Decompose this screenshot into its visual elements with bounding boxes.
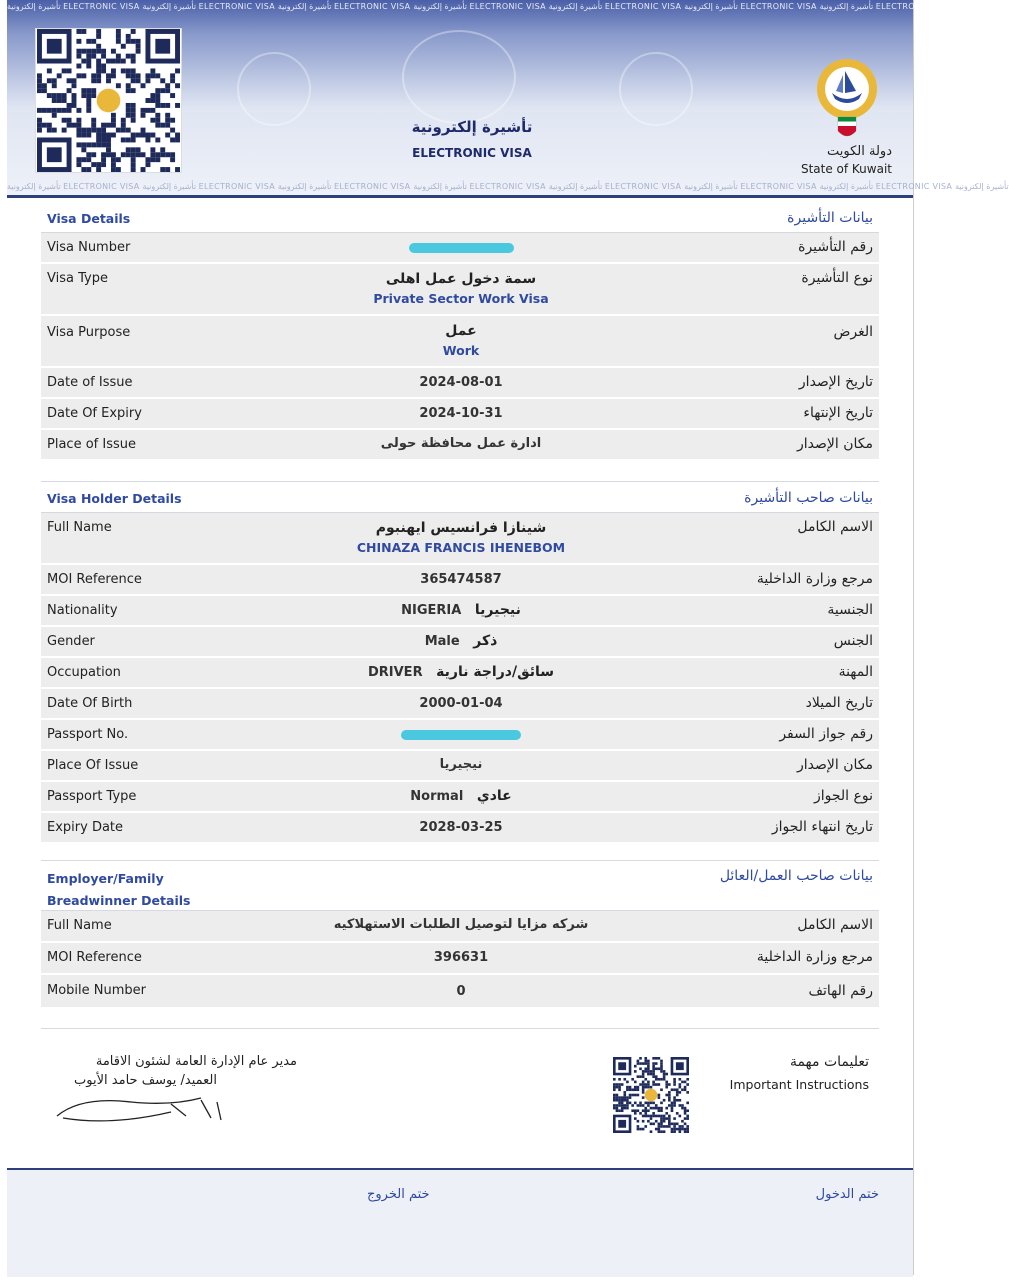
row-nationality — [41, 596, 879, 627]
value-ar: عمل — [445, 323, 477, 339]
section-heading — [41, 862, 879, 911]
section-title-ar: بيانات صاحب العمل/العائل — [719, 868, 873, 884]
value — [241, 518, 681, 558]
label-ar: رقم جواز السفر — [779, 726, 873, 742]
row-passport-place-of-issue — [41, 751, 879, 782]
director-block — [47, 1052, 297, 1090]
value: 2028-03-25 — [419, 820, 503, 835]
label-en: Date Of Birth — [47, 696, 133, 711]
label-en: MOI Reference — [47, 572, 142, 587]
section-title-ar: بيانات صاحب التأشيرة — [744, 490, 873, 506]
value-en: Male — [424, 634, 460, 649]
label-ar: نوع الجواز — [813, 788, 873, 804]
label-ar: نوع التأشيرة — [801, 270, 873, 286]
instructions-title-ar: تعليمات مهمة — [789, 1054, 869, 1070]
label-en: Visa Type — [47, 271, 108, 286]
redaction-mark — [409, 243, 514, 253]
row-occupation — [41, 658, 879, 689]
watermark-strip-bottom: تأشيرة إلكترونية ELECTRONIC VISA تأشيرة إلكترونية ELECTRONIC VISA تأشيرة إلكترونية ELECTRONIC VISA تأشيرة إلكترونية ELECTRONIC VISA تأشيرة إلكترونية ELECTRONIC VISA تأشيرة إلكترونية ELECTRONIC VISA تأشيرة إلكترونية ELECTRONIC VISA تأشيرة إلكترونية — [7, 182, 1009, 191]
label-en: MOI Reference — [47, 950, 142, 965]
state-name-english: State of Kuwait — [800, 162, 892, 176]
label-en: Passport No. — [47, 727, 129, 742]
value — [241, 664, 681, 680]
exit-stamp-label: ختم الخروج — [367, 1187, 430, 1202]
row-employer-name — [41, 911, 879, 943]
section-heading — [41, 202, 879, 233]
title-arabic: تأشيرة إلكترونية — [411, 118, 533, 136]
value-redacted — [241, 242, 681, 257]
qr-code-instructions[interactable] — [613, 1057, 689, 1133]
value-ar: سائق/دراجة نارية — [436, 664, 554, 680]
section-heading — [41, 482, 879, 513]
label-en: Place Of Issue — [47, 758, 139, 773]
label-ar: مرجع وزارة الداخلية — [756, 949, 873, 965]
label-en: Nationality — [47, 603, 118, 618]
section-title-en: Visa Holder Details — [47, 491, 182, 506]
value — [241, 788, 681, 804]
row-place-of-issue — [41, 430, 879, 461]
seal-watermark — [237, 52, 311, 126]
label-ar: مرجع وزارة الداخلية — [756, 571, 873, 587]
row-visa-number — [41, 233, 879, 264]
section-title-en-line2: Breadwinner Details — [47, 893, 191, 908]
visa-details-section — [41, 202, 879, 461]
value: 0 — [456, 984, 466, 999]
section-title-en — [47, 868, 190, 912]
value: 2024-08-01 — [419, 375, 503, 390]
watermark-strip-top: تأشيرة إلكترونية ELECTRONIC VISA تأشيرة إلكترونية ELECTRONIC VISA تأشيرة إلكترونية ELECTRONIC VISA تأشيرة إلكترونية ELECTRONIC VISA تأشيرة إلكترونية ELECTRONIC VISA تأشيرة إلكترونية ELECTRONIC VISA تأشيرة إلكترونية ELECTRONIC VISA تأشيرة إلكترونية — [7, 2, 1009, 11]
row-employer-moi — [41, 943, 879, 975]
label-en: Mobile Number — [47, 983, 146, 998]
label-en: Full Name — [47, 520, 112, 535]
label-en: Passport Type — [47, 789, 137, 804]
label-ar: تاريخ الإنتهاء — [803, 405, 873, 421]
label-en: Full Name — [47, 918, 112, 933]
director-title: مدير عام الإدارة العامة لشئون الاقامة — [95, 1054, 297, 1069]
label-ar: المهنة — [838, 664, 873, 680]
stamp-area — [7, 1168, 913, 1277]
label-en: Visa Number — [47, 240, 131, 255]
entry-stamp-label: ختم الدخول — [815, 1187, 879, 1202]
value: نيجيريا — [439, 757, 483, 772]
label-ar: الجنس — [833, 633, 873, 649]
value-ar: سمة دخول عمل اهلى — [385, 271, 537, 287]
title-english: ELECTRONIC VISA — [412, 146, 532, 160]
redaction-mark — [401, 730, 521, 740]
label-ar: تاريخ انتهاء الجواز — [771, 819, 873, 835]
value: 396631 — [433, 950, 489, 965]
row-gender — [41, 627, 879, 658]
section-divider — [41, 860, 879, 861]
value: 365474587 — [420, 572, 502, 587]
row-date-of-expiry — [41, 399, 879, 430]
row-date-of-birth — [41, 689, 879, 720]
label-en: Gender — [47, 634, 95, 649]
row-visa-type — [41, 264, 879, 316]
value-ar: نيجيريا — [474, 602, 521, 618]
row-full-name — [41, 513, 879, 565]
seal-watermark — [619, 52, 693, 126]
value: 2024-10-31 — [419, 406, 503, 421]
value-ar: عادي — [476, 788, 512, 804]
row-passport-no — [41, 720, 879, 751]
value-en: NIGERIA — [401, 603, 462, 618]
row-passport-type — [41, 782, 879, 813]
value: 2000-01-04 — [419, 696, 503, 711]
label-en: Place of Issue — [47, 437, 136, 452]
label-en: Occupation — [47, 665, 121, 680]
label-ar: مكان الإصدار — [797, 757, 873, 773]
value-en: DRIVER — [367, 665, 423, 680]
section-title-ar: بيانات التأشيرة — [787, 210, 873, 226]
row-employer-mobile — [41, 975, 879, 1009]
label-en: Date Of Expiry — [47, 406, 142, 421]
value: شركه مزايا لتوصيل الطلبات الاستهلاكيه — [333, 917, 589, 932]
section-divider — [41, 1028, 879, 1029]
label-ar: رقم الهاتف — [808, 983, 873, 999]
qr-code-main — [35, 28, 182, 173]
value-en: Private Sector Work Visa — [373, 291, 549, 306]
section-title-en: Visa Details — [47, 211, 131, 226]
employer-section — [41, 862, 879, 1009]
kuwait-emblem-icon — [812, 55, 882, 143]
visa-holder-section — [41, 482, 879, 844]
value — [241, 633, 681, 649]
label-ar: الاسم الكامل — [797, 519, 873, 535]
value-en: Work — [442, 343, 480, 358]
value — [241, 269, 681, 309]
director-name: العميد/ يوسف حامد الأيوب — [74, 1073, 217, 1088]
seal-watermark — [402, 30, 516, 124]
value-ar: ذكر — [473, 633, 498, 649]
value-en: Normal — [410, 789, 464, 804]
signature-icon — [51, 1090, 231, 1130]
row-date-of-issue — [41, 368, 879, 399]
visa-document — [7, 0, 1009, 1275]
label-ar: تاريخ الميلاد — [805, 695, 873, 711]
label-ar: تاريخ الإصدار — [798, 374, 873, 390]
label-en: Visa Purpose — [47, 325, 131, 340]
label-ar: مكان الإصدار — [797, 436, 873, 452]
value-ar: شينازا فرانسيس ايهنبوم — [375, 520, 547, 536]
instructions-title-en: Important Instructions — [729, 1077, 869, 1092]
label-ar: الاسم الكامل — [797, 917, 873, 933]
value — [241, 321, 681, 361]
state-name-arabic: دولة الكويت — [827, 144, 892, 159]
label-en: Expiry Date — [47, 820, 124, 835]
value-en: CHINAZA FRANCIS IHENEBOM — [356, 540, 566, 555]
value-redacted — [241, 729, 681, 744]
label-ar: الغرض — [833, 324, 873, 340]
section-title-en-line1: Employer/Family — [47, 871, 164, 886]
value: ادارة عمل محافظة حولى — [380, 436, 542, 451]
row-visa-purpose — [41, 316, 879, 368]
value — [241, 602, 681, 618]
row-moi-reference — [41, 565, 879, 596]
label-ar: رقم التأشيرة — [798, 239, 873, 255]
header-rule — [7, 195, 913, 198]
header-banner — [7, 0, 1009, 195]
row-passport-expiry — [41, 813, 879, 844]
label-en: Date of Issue — [47, 375, 133, 390]
label-ar: الجنسية — [827, 602, 873, 618]
